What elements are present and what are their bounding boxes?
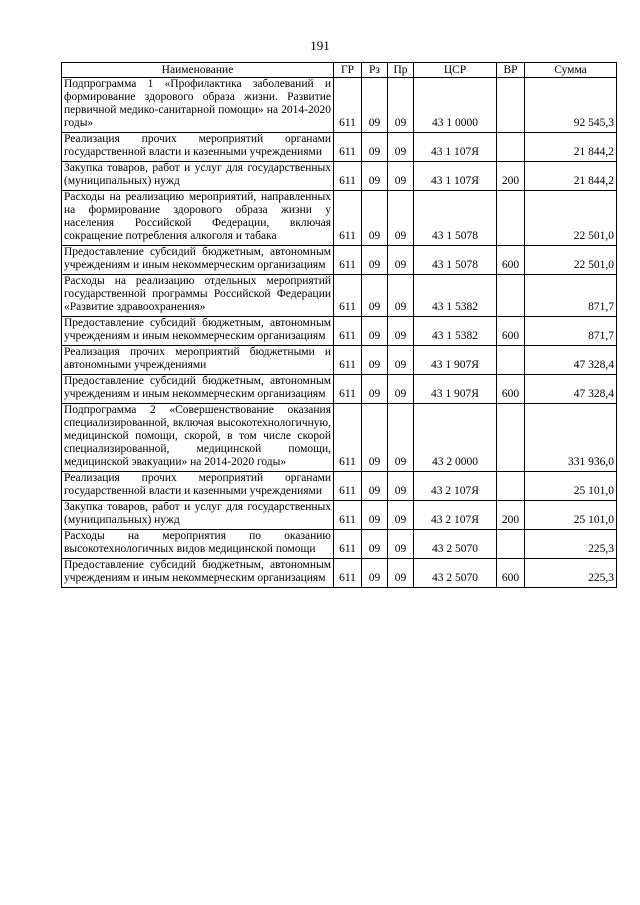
row-name: Реализация прочих мероприятий органами государственной власти и казенными учреждениями	[62, 472, 334, 501]
row-gr: 611	[334, 472, 362, 501]
row-pr: 09	[388, 133, 414, 162]
row-pr: 09	[388, 559, 414, 588]
row-name: Подпрограмма 1 «Профилактика заболеваний и формирование здорового образа жизни. Развитие первичной медико-санитарной помощи» на 2014-2020 годы»	[62, 78, 334, 133]
row-rz: 09	[362, 246, 388, 275]
row-csr: 43 2 107Я	[414, 472, 497, 501]
table-row	[62, 275, 617, 317]
row-name: Предоставление субсидий бюджетным, автономным учреждениям и иным некоммерческим организациям	[62, 317, 334, 346]
row-pr: 09	[388, 472, 414, 501]
row-pr: 09	[388, 275, 414, 317]
budget-table	[61, 62, 617, 588]
table-row	[62, 191, 617, 246]
table-row	[62, 78, 617, 133]
row-name: Расходы на реализацию отдельных мероприятий государственной программы Российской Федерации «Развитие здравоохранения»	[62, 275, 334, 317]
row-csr: 43 2 5070	[414, 530, 497, 559]
row-name: Расходы на реализацию мероприятий, направленных на формирование здорового образа жизни у населения Российской Федерации, включая сокращение потребления алкоголя и табака	[62, 191, 334, 246]
row-gr: 611	[334, 78, 362, 133]
table-row	[62, 162, 617, 191]
row-csr: 43 1 107Я	[414, 133, 497, 162]
page-number: 191	[310, 38, 330, 53]
row-sum: 47 328,4	[525, 375, 617, 404]
row-sum: 22 501,0	[525, 246, 617, 275]
row-rz: 09	[362, 162, 388, 191]
column-header-gr: ГР	[334, 63, 362, 78]
table-row	[62, 404, 617, 472]
row-gr: 611	[334, 317, 362, 346]
row-rz: 09	[362, 133, 388, 162]
row-vr: 200	[497, 162, 525, 191]
column-header-rz: Рз	[362, 63, 388, 78]
row-rz: 09	[362, 404, 388, 472]
row-rz: 09	[362, 317, 388, 346]
column-header-name: Наименование	[62, 63, 334, 78]
row-vr: 600	[497, 317, 525, 346]
column-header-csr: ЦСР	[414, 63, 497, 78]
row-gr: 611	[334, 559, 362, 588]
row-rz: 09	[362, 559, 388, 588]
row-csr: 43 2 5070	[414, 559, 497, 588]
row-gr: 611	[334, 162, 362, 191]
column-header-pr: Пр	[388, 63, 414, 78]
row-rz: 09	[362, 346, 388, 375]
row-pr: 09	[388, 530, 414, 559]
row-pr: 09	[388, 191, 414, 246]
row-sum: 92 545,3	[525, 78, 617, 133]
row-sum: 25 101,0	[525, 501, 617, 530]
row-name: Предоставление субсидий бюджетным, автономным учреждениям и иным некоммерческим организациям	[62, 375, 334, 404]
row-rz: 09	[362, 501, 388, 530]
row-sum: 225,3	[525, 530, 617, 559]
row-csr: 43 1 5382	[414, 317, 497, 346]
row-rz: 09	[362, 472, 388, 501]
row-pr: 09	[388, 346, 414, 375]
row-gr: 611	[334, 133, 362, 162]
table-row	[62, 501, 617, 530]
table-row	[62, 530, 617, 559]
row-name: Предоставление субсидий бюджетным, автономным учреждениям и иным некоммерческим организациям	[62, 246, 334, 275]
table-row	[62, 472, 617, 501]
row-name: Закупка товаров, работ и услуг для государственных (муниципальных) нужд	[62, 162, 334, 191]
row-sum: 21 844,2	[525, 133, 617, 162]
row-sum: 47 328,4	[525, 346, 617, 375]
row-name: Реализация прочих мероприятий бюджетными и автономными учреждениями	[62, 346, 334, 375]
row-rz: 09	[362, 275, 388, 317]
row-pr: 09	[388, 78, 414, 133]
row-rz: 09	[362, 375, 388, 404]
row-gr: 611	[334, 375, 362, 404]
row-gr: 611	[334, 191, 362, 246]
table-row	[62, 375, 617, 404]
row-csr: 43 2 107Я	[414, 501, 497, 530]
row-vr: 600	[497, 559, 525, 588]
column-header-sum: Сумма	[525, 63, 617, 78]
row-csr: 43 1 107Я	[414, 162, 497, 191]
row-sum: 871,7	[525, 317, 617, 346]
row-pr: 09	[388, 404, 414, 472]
row-csr: 43 1 0000	[414, 78, 497, 133]
row-sum: 22 501,0	[525, 191, 617, 246]
row-gr: 611	[334, 530, 362, 559]
table-row	[62, 346, 617, 375]
row-vr	[497, 404, 525, 472]
row-pr: 09	[388, 162, 414, 191]
column-header-vr: ВР	[497, 63, 525, 78]
row-sum: 21 844,2	[525, 162, 617, 191]
table-row	[62, 317, 617, 346]
row-csr: 43 1 907Я	[414, 346, 497, 375]
row-csr: 43 1 5382	[414, 275, 497, 317]
row-name: Расходы на мероприятия по оказанию высокотехнологичных видов медицинской помощи	[62, 530, 334, 559]
row-sum: 871,7	[525, 275, 617, 317]
row-name: Предоставление субсидий бюджетным, автономным учреждениям и иным некоммерческим организациям	[62, 559, 334, 588]
row-name: Подпрограмма 2 «Совершенствование оказания специализированной, включая высокотехнологичную, медицинской помощи, скорой, в том числе скорой специализированной, медицинской помощи, медицинской эвакуации» на 2014-2020 годы»	[62, 404, 334, 472]
row-name: Закупка товаров, работ и услуг для государственных (муниципальных) нужд	[62, 501, 334, 530]
row-csr: 43 1 5078	[414, 246, 497, 275]
row-vr	[497, 191, 525, 246]
row-vr: 200	[497, 501, 525, 530]
row-pr: 09	[388, 375, 414, 404]
row-vr: 600	[497, 375, 525, 404]
row-pr: 09	[388, 317, 414, 346]
row-pr: 09	[388, 501, 414, 530]
row-gr: 611	[334, 275, 362, 317]
row-gr: 611	[334, 346, 362, 375]
table-row	[62, 559, 617, 588]
row-vr: 600	[497, 246, 525, 275]
table-header-row	[62, 63, 617, 78]
row-vr	[497, 346, 525, 375]
row-vr	[497, 275, 525, 317]
row-csr: 43 1 907Я	[414, 375, 497, 404]
row-vr	[497, 472, 525, 501]
row-csr: 43 2 0000	[414, 404, 497, 472]
row-rz: 09	[362, 530, 388, 559]
row-csr: 43 1 5078	[414, 191, 497, 246]
row-gr: 611	[334, 404, 362, 472]
table-row	[62, 133, 617, 162]
row-sum: 25 101,0	[525, 472, 617, 501]
row-gr: 611	[334, 246, 362, 275]
row-rz: 09	[362, 191, 388, 246]
row-gr: 611	[334, 501, 362, 530]
row-rz: 09	[362, 78, 388, 133]
table-row	[62, 246, 617, 275]
row-pr: 09	[388, 246, 414, 275]
row-vr	[497, 78, 525, 133]
row-sum: 225,3	[525, 559, 617, 588]
row-vr	[497, 133, 525, 162]
row-sum: 331 936,0	[525, 404, 617, 472]
row-name: Реализация прочих мероприятий органами государственной власти и казенными учреждениями	[62, 133, 334, 162]
row-vr	[497, 530, 525, 559]
